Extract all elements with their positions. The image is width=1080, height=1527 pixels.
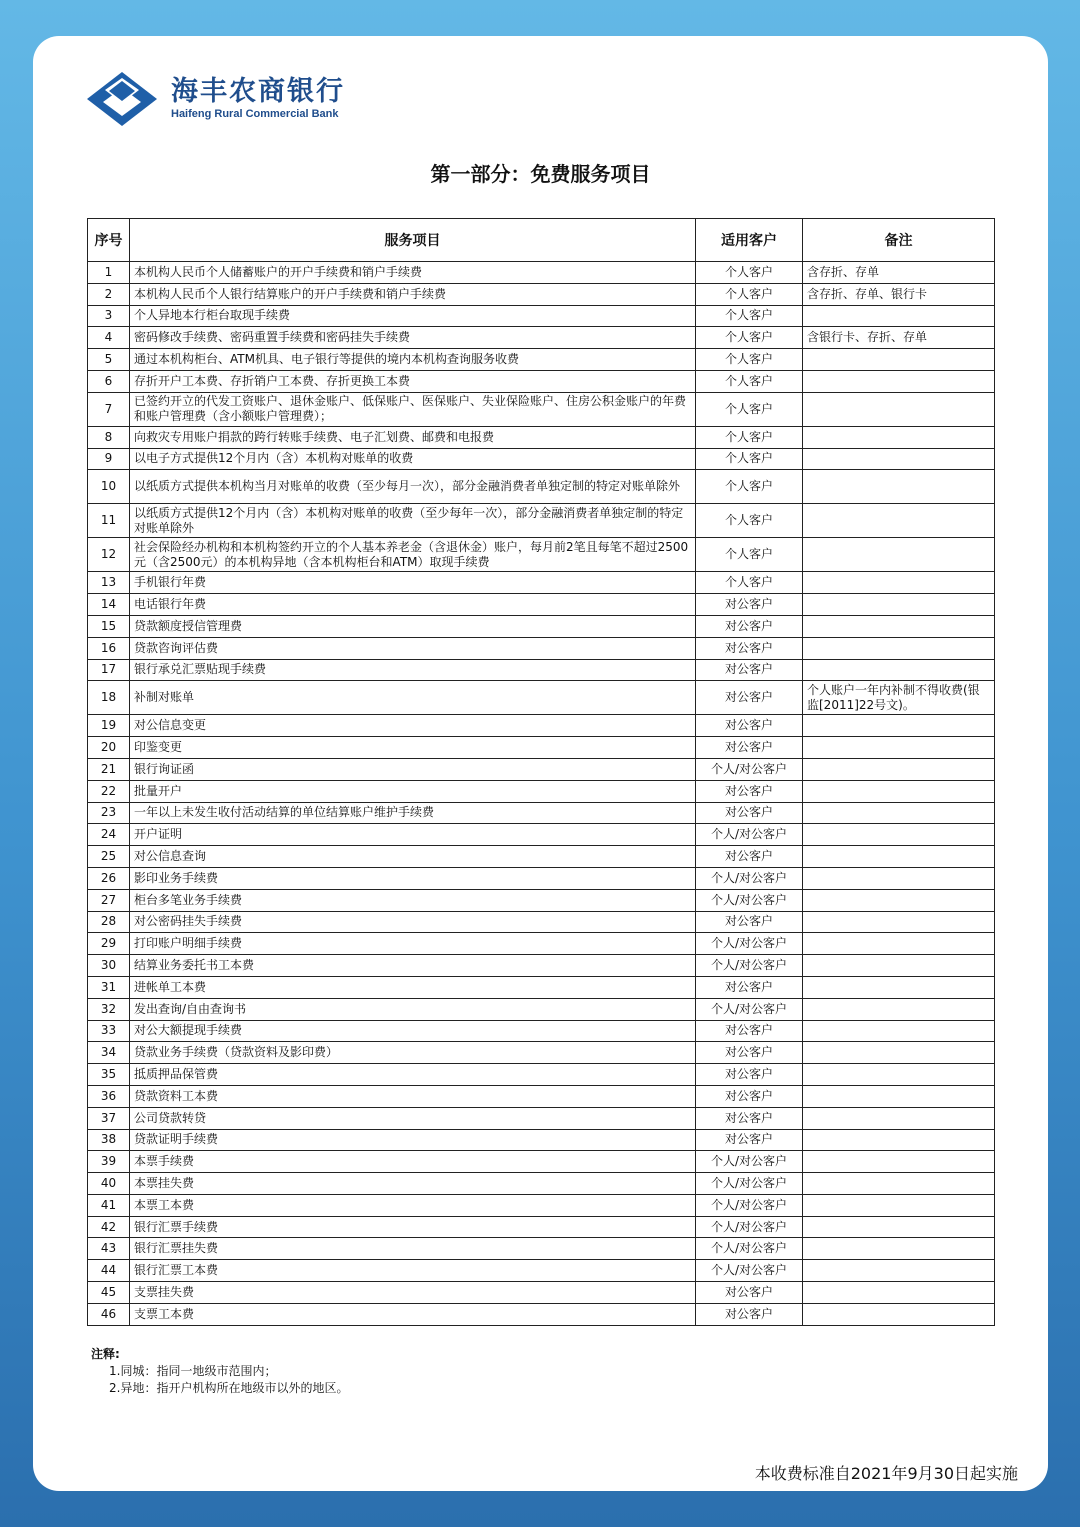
row-number: 31 bbox=[88, 976, 130, 998]
table-row bbox=[88, 262, 995, 284]
row-note: 含存折、存单、银行卡 bbox=[803, 283, 995, 305]
row-customer: 对公客户 bbox=[696, 846, 803, 868]
row-item: 抵质押品保管费 bbox=[130, 1064, 696, 1086]
row-item: 以纸质方式提供本机构当月对账单的收费（至少每月一次），部分金融消费者单独定制的特定对账单除外 bbox=[130, 470, 696, 504]
row-customer: 对公客户 bbox=[696, 780, 803, 802]
row-note bbox=[803, 538, 995, 572]
row-customer: 个人客户 bbox=[696, 504, 803, 538]
row-number: 25 bbox=[88, 846, 130, 868]
row-note bbox=[803, 933, 995, 955]
row-item: 个人异地本行柜台取现手续费 bbox=[130, 305, 696, 327]
row-customer: 个人客户 bbox=[696, 448, 803, 470]
row-note bbox=[803, 1151, 995, 1173]
row-item: 发出查询/自由查询书 bbox=[130, 998, 696, 1020]
row-note bbox=[803, 392, 995, 426]
row-customer: 对公客户 bbox=[696, 1129, 803, 1151]
row-item: 对公密码挂失手续费 bbox=[130, 911, 696, 933]
table-row bbox=[88, 867, 995, 889]
row-number: 1 bbox=[88, 262, 130, 284]
row-item: 对公大额提现手续费 bbox=[130, 1020, 696, 1042]
row-customer: 对公客户 bbox=[696, 659, 803, 681]
note-line: 2.异地：指开户机构所在地级市以外的地区。 bbox=[109, 1381, 349, 1395]
row-item: 柜台多笔业务手续费 bbox=[130, 889, 696, 911]
row-item: 以纸质方式提供12个月内（含）本机构对账单的收费（至少每年一次），部分金融消费者单独定制的特定对账单除外 bbox=[130, 504, 696, 538]
row-number: 23 bbox=[88, 802, 130, 824]
row-item: 贷款额度授信管理费 bbox=[130, 615, 696, 637]
row-item: 存折开户工本费、存折销户工本费、存折更换工本费 bbox=[130, 370, 696, 392]
row-customer: 对公客户 bbox=[696, 1064, 803, 1086]
table-row bbox=[88, 349, 995, 371]
row-item: 本票工本费 bbox=[130, 1194, 696, 1216]
table-row bbox=[88, 637, 995, 659]
row-note bbox=[803, 659, 995, 681]
row-number: 45 bbox=[88, 1282, 130, 1304]
row-customer: 对公客户 bbox=[696, 1020, 803, 1042]
row-customer: 个人/对公客户 bbox=[696, 1194, 803, 1216]
row-item: 银行承兑汇票贴现手续费 bbox=[130, 659, 696, 681]
row-item: 电话银行年费 bbox=[130, 594, 696, 616]
bank-logo bbox=[85, 70, 345, 128]
row-number: 4 bbox=[88, 327, 130, 349]
row-number: 18 bbox=[88, 681, 130, 715]
row-customer: 个人客户 bbox=[696, 392, 803, 426]
row-number: 40 bbox=[88, 1173, 130, 1195]
bank-logo-icon bbox=[85, 70, 159, 128]
row-item: 以电子方式提供12个月内（含）本机构对账单的收费 bbox=[130, 448, 696, 470]
row-customer: 个人/对公客户 bbox=[696, 933, 803, 955]
notes bbox=[91, 1346, 348, 1397]
row-note bbox=[803, 1042, 995, 1064]
row-note bbox=[803, 448, 995, 470]
row-note bbox=[803, 1238, 995, 1260]
row-customer: 个人/对公客户 bbox=[696, 998, 803, 1020]
row-number: 35 bbox=[88, 1064, 130, 1086]
row-customer: 个人/对公客户 bbox=[696, 758, 803, 780]
row-customer: 个人客户 bbox=[696, 426, 803, 448]
row-note bbox=[803, 637, 995, 659]
row-note bbox=[803, 1129, 995, 1151]
row-item: 银行汇票手续费 bbox=[130, 1216, 696, 1238]
row-item: 本票手续费 bbox=[130, 1151, 696, 1173]
row-item: 批量开户 bbox=[130, 780, 696, 802]
table-row bbox=[88, 392, 995, 426]
row-item: 进帐单工本费 bbox=[130, 976, 696, 998]
row-customer: 个人/对公客户 bbox=[696, 1151, 803, 1173]
row-item: 支票挂失费 bbox=[130, 1282, 696, 1304]
row-customer: 对公客户 bbox=[696, 802, 803, 824]
fee-table bbox=[87, 218, 995, 1326]
row-customer: 个人客户 bbox=[696, 370, 803, 392]
row-item: 开户证明 bbox=[130, 824, 696, 846]
row-item: 印鉴变更 bbox=[130, 737, 696, 759]
row-number: 30 bbox=[88, 955, 130, 977]
row-item: 通过本机构柜台、ATM机具、电子银行等提供的境内本机构查询服务收费 bbox=[130, 349, 696, 371]
row-note bbox=[803, 1107, 995, 1129]
row-number: 12 bbox=[88, 538, 130, 572]
table-row bbox=[88, 1303, 995, 1325]
table-row bbox=[88, 615, 995, 637]
table-row bbox=[88, 1151, 995, 1173]
table-row bbox=[88, 594, 995, 616]
row-note bbox=[803, 370, 995, 392]
row-customer: 个人客户 bbox=[696, 538, 803, 572]
row-customer: 对公客户 bbox=[696, 715, 803, 737]
row-item: 公司贷款转贷 bbox=[130, 1107, 696, 1129]
row-customer: 对公客户 bbox=[696, 976, 803, 998]
row-note bbox=[803, 349, 995, 371]
table-header-row bbox=[88, 219, 995, 262]
row-number: 44 bbox=[88, 1260, 130, 1282]
row-customer: 对公客户 bbox=[696, 615, 803, 637]
row-note bbox=[803, 594, 995, 616]
row-note bbox=[803, 615, 995, 637]
row-note bbox=[803, 305, 995, 327]
header-no: 序号 bbox=[88, 219, 130, 262]
row-note: 含银行卡、存折、存单 bbox=[803, 327, 995, 349]
table-row bbox=[88, 1216, 995, 1238]
row-note bbox=[803, 737, 995, 759]
row-customer: 个人/对公客户 bbox=[696, 867, 803, 889]
row-customer: 对公客户 bbox=[696, 1282, 803, 1304]
row-note bbox=[803, 780, 995, 802]
row-note bbox=[803, 572, 995, 594]
row-note bbox=[803, 955, 995, 977]
row-item: 向救灾专用账户捐款的跨行转账手续费、电子汇划费、邮费和电报费 bbox=[130, 426, 696, 448]
row-number: 3 bbox=[88, 305, 130, 327]
row-customer: 个人客户 bbox=[696, 262, 803, 284]
row-note bbox=[803, 758, 995, 780]
table-row bbox=[88, 824, 995, 846]
row-note bbox=[803, 1020, 995, 1042]
row-note bbox=[803, 1194, 995, 1216]
row-customer: 个人客户 bbox=[696, 572, 803, 594]
row-number: 41 bbox=[88, 1194, 130, 1216]
row-item: 支票工本费 bbox=[130, 1303, 696, 1325]
row-number: 28 bbox=[88, 911, 130, 933]
row-customer: 个人/对公客户 bbox=[696, 1173, 803, 1195]
notes-title: 注释: bbox=[91, 1347, 120, 1361]
table-row bbox=[88, 1107, 995, 1129]
row-number: 20 bbox=[88, 737, 130, 759]
row-customer: 个人客户 bbox=[696, 470, 803, 504]
row-note bbox=[803, 998, 995, 1020]
row-note bbox=[803, 504, 995, 538]
row-note bbox=[803, 824, 995, 846]
row-note bbox=[803, 426, 995, 448]
row-note bbox=[803, 1282, 995, 1304]
row-note bbox=[803, 1173, 995, 1195]
row-note bbox=[803, 802, 995, 824]
table-row bbox=[88, 1173, 995, 1195]
table-row bbox=[88, 889, 995, 911]
row-item: 影印业务手续费 bbox=[130, 867, 696, 889]
row-number: 29 bbox=[88, 933, 130, 955]
row-item: 贷款资料工本费 bbox=[130, 1085, 696, 1107]
row-customer: 对公客户 bbox=[696, 1303, 803, 1325]
row-customer: 个人客户 bbox=[696, 349, 803, 371]
table-row bbox=[88, 426, 995, 448]
row-number: 10 bbox=[88, 470, 130, 504]
table-row bbox=[88, 737, 995, 759]
row-item: 银行汇票挂失费 bbox=[130, 1238, 696, 1260]
table-row bbox=[88, 780, 995, 802]
table-row bbox=[88, 758, 995, 780]
row-item: 对公信息查询 bbox=[130, 846, 696, 868]
row-number: 38 bbox=[88, 1129, 130, 1151]
row-number: 19 bbox=[88, 715, 130, 737]
row-number: 5 bbox=[88, 349, 130, 371]
row-customer: 个人/对公客户 bbox=[696, 889, 803, 911]
row-item: 银行询证函 bbox=[130, 758, 696, 780]
row-customer: 对公客户 bbox=[696, 737, 803, 759]
row-number: 39 bbox=[88, 1151, 130, 1173]
row-customer: 个人/对公客户 bbox=[696, 1260, 803, 1282]
table-row bbox=[88, 1282, 995, 1304]
row-number: 9 bbox=[88, 448, 130, 470]
row-note bbox=[803, 889, 995, 911]
row-number: 33 bbox=[88, 1020, 130, 1042]
row-item: 结算业务委托书工本费 bbox=[130, 955, 696, 977]
row-customer: 对公客户 bbox=[696, 594, 803, 616]
table-row bbox=[88, 911, 995, 933]
table-row bbox=[88, 504, 995, 538]
table-row bbox=[88, 1085, 995, 1107]
row-item: 手机银行年费 bbox=[130, 572, 696, 594]
effective-date: 本收费标准自2021年9月30日起实施 bbox=[754, 1464, 1018, 1483]
table-row bbox=[88, 305, 995, 327]
row-item: 本票挂失费 bbox=[130, 1173, 696, 1195]
row-item: 社会保险经办机构和本机构签约开立的个人基本养老金（含退休金）账户，每月前2笔且每笔不超过2500元（含2500元）的本机构异地（含本机构柜台和ATM）取现手续费 bbox=[130, 538, 696, 572]
table-row bbox=[88, 1020, 995, 1042]
table-row bbox=[88, 955, 995, 977]
row-customer: 对公客户 bbox=[696, 911, 803, 933]
note-line: 1.同城：指同一地级市范围内； bbox=[109, 1364, 277, 1378]
row-number: 26 bbox=[88, 867, 130, 889]
row-note bbox=[803, 1260, 995, 1282]
row-number: 14 bbox=[88, 594, 130, 616]
row-item: 补制对账单 bbox=[130, 681, 696, 715]
row-number: 2 bbox=[88, 283, 130, 305]
table-row bbox=[88, 370, 995, 392]
row-note bbox=[803, 911, 995, 933]
table-row bbox=[88, 802, 995, 824]
row-number: 24 bbox=[88, 824, 130, 846]
row-number: 22 bbox=[88, 780, 130, 802]
row-customer: 个人/对公客户 bbox=[696, 1216, 803, 1238]
row-number: 7 bbox=[88, 392, 130, 426]
table-row bbox=[88, 846, 995, 868]
row-number: 27 bbox=[88, 889, 130, 911]
row-note bbox=[803, 1064, 995, 1086]
row-number: 36 bbox=[88, 1085, 130, 1107]
row-note bbox=[803, 1216, 995, 1238]
bank-name-cn: 海丰农商银行 bbox=[171, 76, 345, 107]
row-item: 一年以上未发生收付活动结算的单位结算账户维护手续费 bbox=[130, 802, 696, 824]
row-item: 本机构人民币个人储蓄账户的开户手续费和销户手续费 bbox=[130, 262, 696, 284]
header-customer: 适用客户 bbox=[696, 219, 803, 262]
table-row bbox=[88, 1260, 995, 1282]
row-note bbox=[803, 715, 995, 737]
row-customer: 对公客户 bbox=[696, 1042, 803, 1064]
table-row bbox=[88, 976, 995, 998]
table-row bbox=[88, 715, 995, 737]
row-item: 对公信息变更 bbox=[130, 715, 696, 737]
table-row bbox=[88, 327, 995, 349]
row-number: 37 bbox=[88, 1107, 130, 1129]
row-note bbox=[803, 846, 995, 868]
table-row bbox=[88, 1042, 995, 1064]
row-number: 8 bbox=[88, 426, 130, 448]
row-number: 42 bbox=[88, 1216, 130, 1238]
row-number: 32 bbox=[88, 998, 130, 1020]
row-number: 43 bbox=[88, 1238, 130, 1260]
row-customer: 个人客户 bbox=[696, 327, 803, 349]
row-note bbox=[803, 976, 995, 998]
table-body bbox=[88, 262, 995, 1326]
row-number: 34 bbox=[88, 1042, 130, 1064]
table-row bbox=[88, 1238, 995, 1260]
row-note bbox=[803, 470, 995, 504]
row-note bbox=[803, 1303, 995, 1325]
table-row bbox=[88, 572, 995, 594]
row-item: 贷款证明手续费 bbox=[130, 1129, 696, 1151]
page-title: 第一部分：免费服务项目 bbox=[430, 162, 651, 186]
row-customer: 对公客户 bbox=[696, 637, 803, 659]
row-note bbox=[803, 1085, 995, 1107]
row-item: 密码修改手续费、密码重置手续费和密码挂失手续费 bbox=[130, 327, 696, 349]
table-row bbox=[88, 1194, 995, 1216]
row-number: 15 bbox=[88, 615, 130, 637]
table-row bbox=[88, 283, 995, 305]
row-customer: 对公客户 bbox=[696, 1085, 803, 1107]
row-customer: 个人客户 bbox=[696, 305, 803, 327]
row-note bbox=[803, 867, 995, 889]
table-row bbox=[88, 1129, 995, 1151]
row-number: 6 bbox=[88, 370, 130, 392]
row-item: 银行汇票工本费 bbox=[130, 1260, 696, 1282]
row-customer: 个人客户 bbox=[696, 283, 803, 305]
row-customer: 个人/对公客户 bbox=[696, 1238, 803, 1260]
row-item: 打印账户明细手续费 bbox=[130, 933, 696, 955]
row-number: 17 bbox=[88, 659, 130, 681]
row-item: 贷款咨询评估费 bbox=[130, 637, 696, 659]
row-number: 21 bbox=[88, 758, 130, 780]
row-item: 贷款业务手续费（贷款资料及影印费） bbox=[130, 1042, 696, 1064]
table-row bbox=[88, 448, 995, 470]
bank-name-en: Haifeng Rural Commercial Bank bbox=[171, 108, 339, 120]
table-row bbox=[88, 681, 995, 715]
header-note: 备注 bbox=[803, 219, 995, 262]
row-customer: 个人/对公客户 bbox=[696, 824, 803, 846]
row-item: 已签约开立的代发工资账户、退休金账户、低保账户、医保账户、失业保险账户、住房公积金账户的年费和账户管理费（含小额账户管理费）； bbox=[130, 392, 696, 426]
table-row bbox=[88, 1064, 995, 1086]
row-number: 46 bbox=[88, 1303, 130, 1325]
table-row bbox=[88, 933, 995, 955]
row-note: 含存折、存单 bbox=[803, 262, 995, 284]
table-row bbox=[88, 538, 995, 572]
row-note: 个人账户一年内补制不得收费(银监[2011]22号文)。 bbox=[803, 681, 995, 715]
row-customer: 对公客户 bbox=[696, 681, 803, 715]
header-item: 服务项目 bbox=[130, 219, 696, 262]
row-number: 16 bbox=[88, 637, 130, 659]
row-customer: 对公客户 bbox=[696, 1107, 803, 1129]
row-number: 13 bbox=[88, 572, 130, 594]
row-customer: 个人/对公客户 bbox=[696, 955, 803, 977]
table-row bbox=[88, 998, 995, 1020]
table-row bbox=[88, 470, 995, 504]
table-row bbox=[88, 659, 995, 681]
row-number: 11 bbox=[88, 504, 130, 538]
row-item: 本机构人民币个人银行结算账户的开户手续费和销户手续费 bbox=[130, 283, 696, 305]
